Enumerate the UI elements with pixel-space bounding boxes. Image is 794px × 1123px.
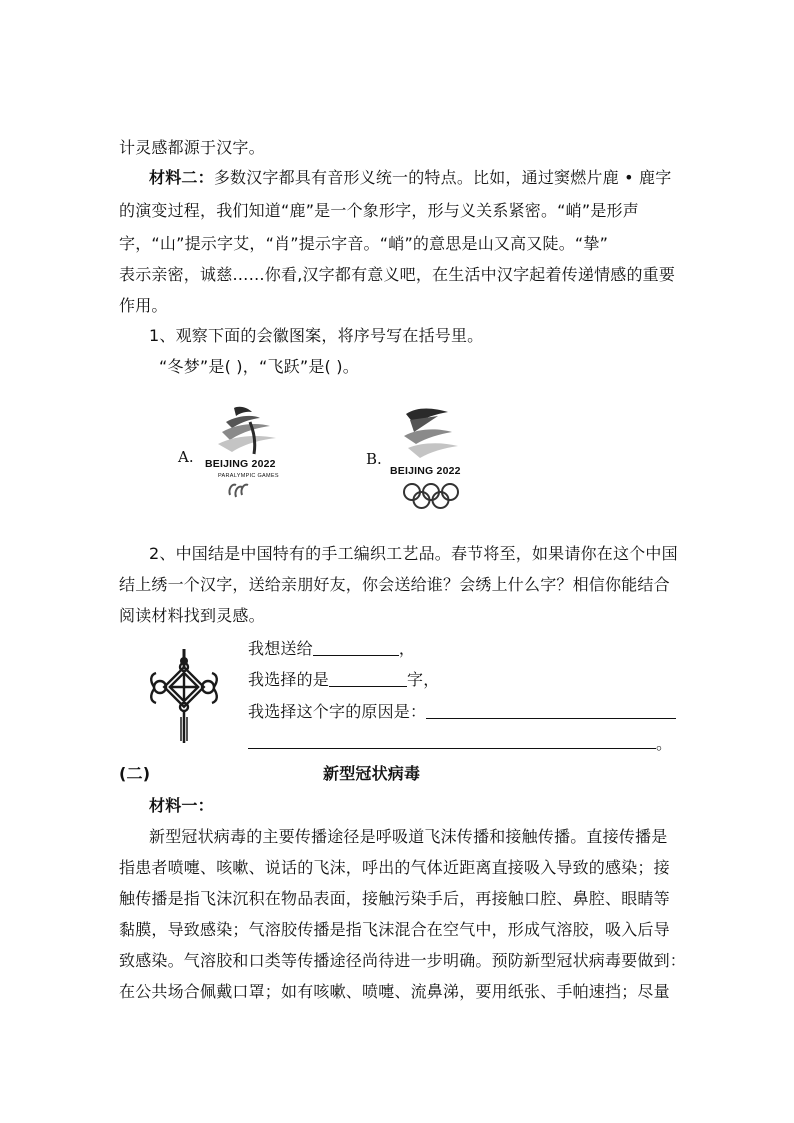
question-one-prompt: 1、观察下面的会徽图案，将序号写在括号里。 [149,326,484,345]
logo-b-emblem-icon [396,402,466,464]
reason-label: 我选择这个字的原因是： [248,702,427,721]
send-to-blank[interactable] [313,639,399,656]
material-two-text-1: 多数汉字都具有音形义统一的特点。比如，通过窦燃片鹿 • 鹿字 [213,168,672,187]
material-two-line-4: 表示亲密，诚慈……你看,汉字都有意义吧，在生活中汉字起着传递情感的重要 [119,265,676,284]
choose-char-end: 字， [407,670,440,689]
reason-end-mark: 。 [656,734,673,753]
logo-b-letter: B. [366,450,382,468]
question-one-answer-line: “冬梦”是( )，“飞跃”是( )。 [159,357,359,376]
covid-line-4: 黏膜，导致感染；气溶胶传播是指飞沫混合在空气中，形成气溶胶，吸入后导 [119,920,670,939]
question-two-line-1: 2、中国结是中国特有的手工编织工艺品。春节将至，如果请你在这个中国 [149,544,678,563]
olympic-rings-icon [402,482,462,510]
section-two-number: (二) [119,764,151,783]
send-to-end: ， [398,639,416,658]
choose-char-blank[interactable] [329,670,407,687]
material-one-label: 材料一： [149,796,214,815]
paragraph-intro-end: 计灵感都源于汉字。 [119,138,265,157]
send-to-label: 我想送给 [248,639,313,658]
covid-line-3: 触传播是指飞沫沉积在物品表面，接触污染手后，再接触口腔、鼻腔、眼睛等 [119,889,670,908]
agitos-icon [226,481,250,499]
question-two-line-2: 结上绣一个汉字，送给亲朋好友，你会送给谁？会绣上什么字？相信你能结合 [119,575,670,594]
logo-b-olympic [360,398,500,513]
reason-blank-2[interactable] [248,748,656,749]
chinese-knot-icon [148,647,220,745]
choose-char-line [248,669,439,691]
reason-blank[interactable] [426,702,676,719]
logo-a-wordmark: BEIJING 2022 [205,458,276,470]
material-two-line-2: 的演变过程，我们知道“鹿”是一个象形字，形与义关系紧密。“峭”是形声 [119,201,639,220]
section-two-title: 新型冠状病毒 [323,764,421,783]
reason-line [248,701,676,723]
covid-line-6: 在公共场合佩戴口罩；如有咳嗽、喷嚏、流鼻涕，要用纸张、手帕速挡；尽量 [119,982,670,1001]
material-two-line-3: 字，“山”提示字艾，“肖”提示字音。“峭”的意思是山又高又陡。“挚” [119,234,609,253]
question-two-line-3: 阅读材料找到灵感。 [119,606,265,625]
material-two-line-5: 作用。 [119,296,168,315]
logo-b-wordmark: BEIJING 2022 [390,465,461,477]
covid-line-5: 致感染。气溶胶和口类等传播途径尚待进一步明确。预防新型冠状病毒要做到： [119,951,687,970]
material-two-line-1 [149,167,671,189]
covid-line-1: 新型冠状病毒的主要传播途径是呼吸道飞沫传播和接触传播。直接传播是 [149,827,668,846]
logo-a-subtitle: PARALYMPIC GAMES [218,473,279,479]
logo-a-emblem-icon [206,402,280,458]
send-to-line [248,638,415,660]
logo-a-paralympic [172,398,302,513]
logo-a-letter: A. [178,448,194,466]
covid-line-2: 指患者喷嚏、咳嗽、说话的飞沫，呼出的气体近距离直接吸入导致的感染；接 [119,858,670,877]
choose-char-label: 我选择的是 [248,670,330,689]
material-two-label: 材料二： [149,168,214,187]
